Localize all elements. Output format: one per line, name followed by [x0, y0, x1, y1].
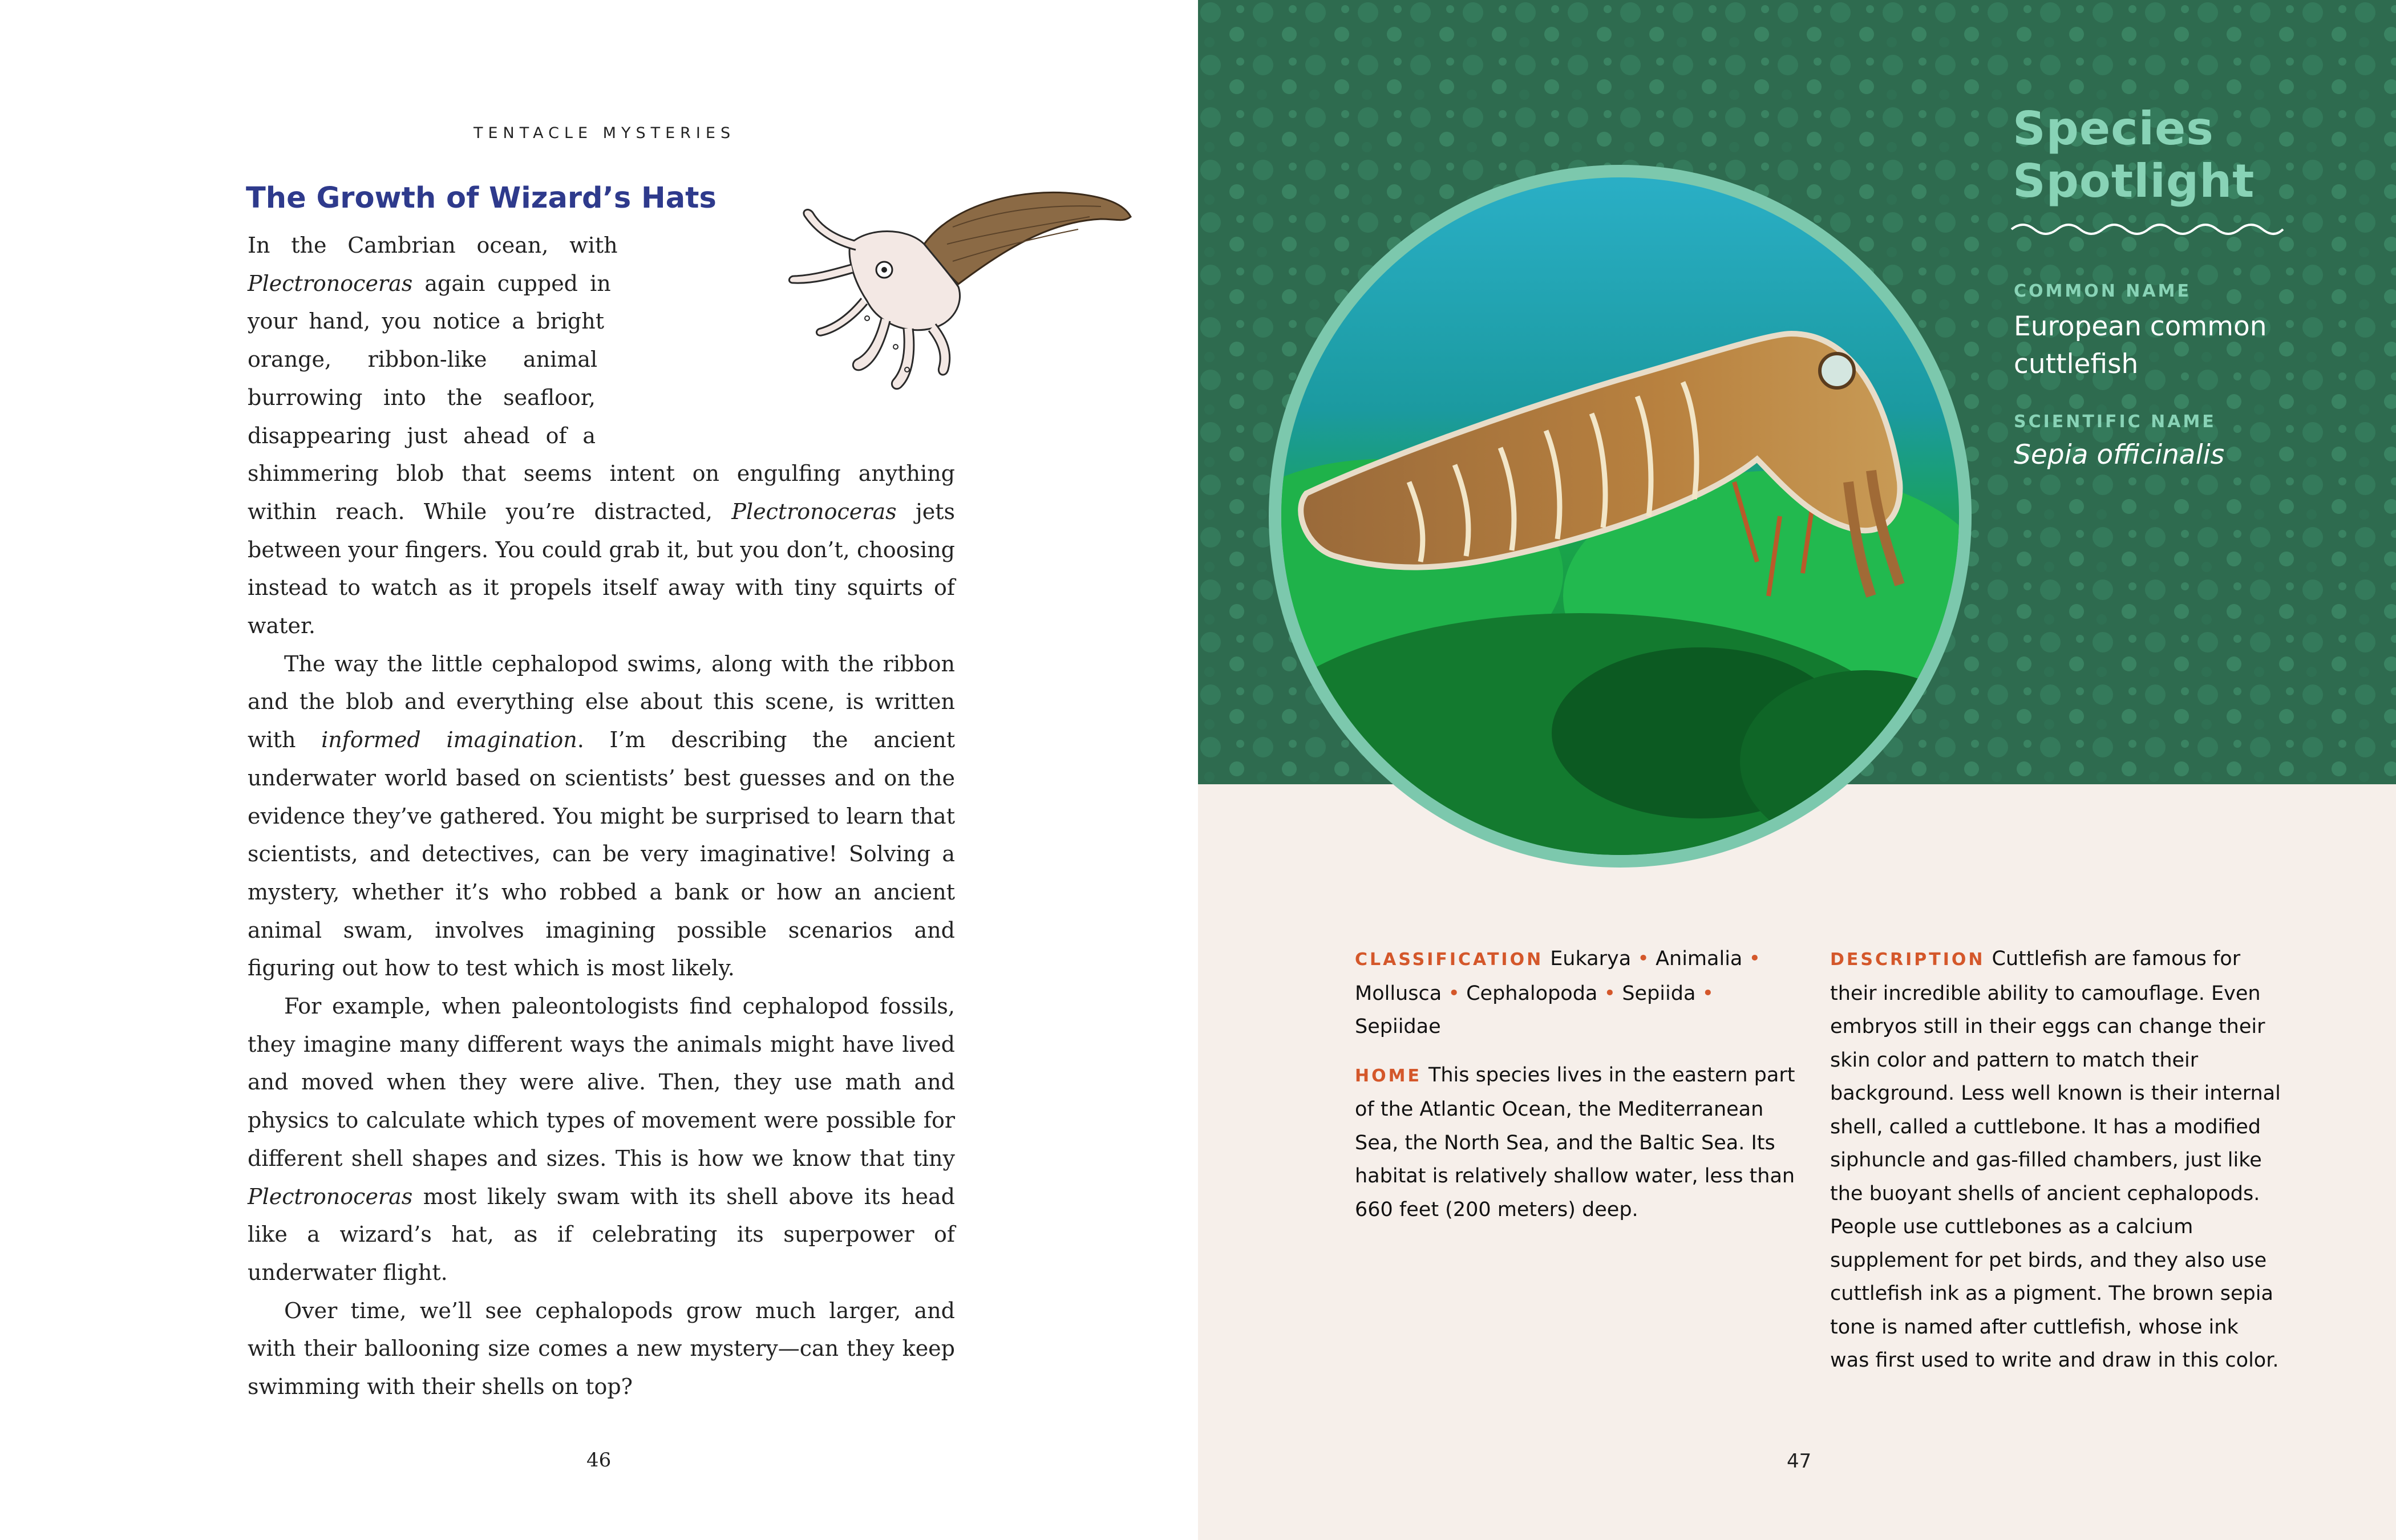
description-text: Cuttlefish are famous for their incredible ability to camouflage. Even embryos still in their eggs can change their skin color and pattern to match their background. Less well known is their internal shell, called a cuttlebone. It has a modified siphuncle and gas-filled chambers, just like the buoyant shells of ancient cephalopods. People use cuttlebones as a calcium supplement for pet birds, and they also use cuttlefish ink as a pigment. The brown sepia tone is named after cuttlefish, whose ink was first used to write and draw in this color. [1830, 947, 2281, 1372]
text-run: jets between your fingers. You could grab it, but you don’t, choosing instead to watch as it propels itself away with tiny squirts of water. [248, 499, 956, 639]
taxon: Eukarya [1550, 947, 1632, 970]
text-run: again cupped in your hand, you notice a bright orange, ribbon-like animal burrowing into the seafloor, disappearing just ahead of a shimmering blob that seems intent on engulfing anything within reach. While you’re distracted, [248, 270, 955, 524]
description-column [1830, 942, 2281, 1392]
emphasis: informed imagination [321, 727, 577, 753]
genus-name: Plectronoceras [731, 499, 897, 524]
section-title: The Growth of Wizard’s Hats [246, 181, 717, 215]
scientific-name-value: Sepia officinalis [2014, 439, 2225, 471]
text-run: The way the little cephalopod swims, along with the ribbon and the blob and everything else about this scene, is written with [248, 651, 955, 753]
body-text [248, 226, 955, 1406]
running-head: TENTACLE MYSTERIES [473, 124, 736, 142]
home-text: This species lives in the eastern part of the Atlantic Ocean, the Mediterranean Sea, the North Sea, and the Baltic Sea. Its habitat is relatively shallow water, less than 660 feet (200 meters) deep. [1355, 1063, 1795, 1221]
scientific-name-label: SCIENTIFIC NAME [2014, 412, 2216, 432]
paragraph-1 [248, 226, 955, 645]
wavy-divider [2010, 221, 2284, 237]
genus-name: Plectronoceras [248, 1184, 413, 1209]
home-block [1355, 1059, 1806, 1227]
species-spotlight-title [2013, 103, 2255, 208]
text-run: most likely swam with its shell above its head like a wizard’s hat, as if celebrating its superpower of underwater flight. [248, 1184, 955, 1285]
taxon: Mollusca [1355, 982, 1442, 1005]
paragraph-4: Over time, we’ll see cephalopods grow much larger, and with their ballooning size comes a new mystery—can they keep swimming with their shells on top? [248, 1298, 955, 1400]
paragraph-2 [248, 645, 955, 987]
cuttlefish-photo [1266, 163, 1974, 870]
classification-label: CLASSIFICATION [1355, 950, 1544, 970]
genus-name: Plectronoceras [248, 270, 413, 296]
text-run: For example, when paleontologists find cephalopod fossils, they imagine many different ways the animals might have lived and moved when they were alive. Then, they use math and physics to calculate which types of movement were possible for different shell shapes and sizes. This is how we know that tiny [248, 994, 955, 1171]
taxon: Sepiida [1622, 982, 1696, 1005]
page-number-right: 47 [1787, 1450, 1812, 1473]
taxon: Animalia [1656, 947, 1743, 970]
taxon: Sepiidae [1355, 1015, 1441, 1038]
taxon: Cephalopoda [1466, 982, 1598, 1005]
title-line: Species [2013, 102, 2214, 155]
description-block [1830, 942, 2281, 1377]
paragraph-3 [248, 987, 955, 1292]
title-line: Spotlight [2013, 155, 2255, 208]
classification-block: CLASSIFICATION Eukarya • Animalia • Mollusca • Cephalopoda • Sepiida • Sepiidae [1355, 947, 1761, 1038]
description-label: DESCRIPTION [1830, 950, 1985, 970]
classification-home-column [1355, 942, 1806, 1241]
text-run: In the Cambrian ocean, with [248, 233, 618, 258]
common-name-value: European common cuttlefish [2014, 311, 2267, 380]
common-name-label: COMMON NAME [2014, 281, 2191, 301]
page-number-left: 46 [586, 1449, 612, 1472]
illustration-wrap-space [596, 179, 955, 429]
text-run: . I’m describing the ancient underwater world based on scientists’ best guesses and on the evidence they’ve gathered. You might be surprised to learn that scientists, and detectives, can be very imaginative! Solving a mystery, whether it’s who robbed a bank or how an ancient animal swam, involves imagining possible scenarios and figuring out how to test which is most likely. [248, 727, 955, 981]
right-page [1198, 0, 2396, 1540]
home-label: HOME [1355, 1065, 1422, 1086]
